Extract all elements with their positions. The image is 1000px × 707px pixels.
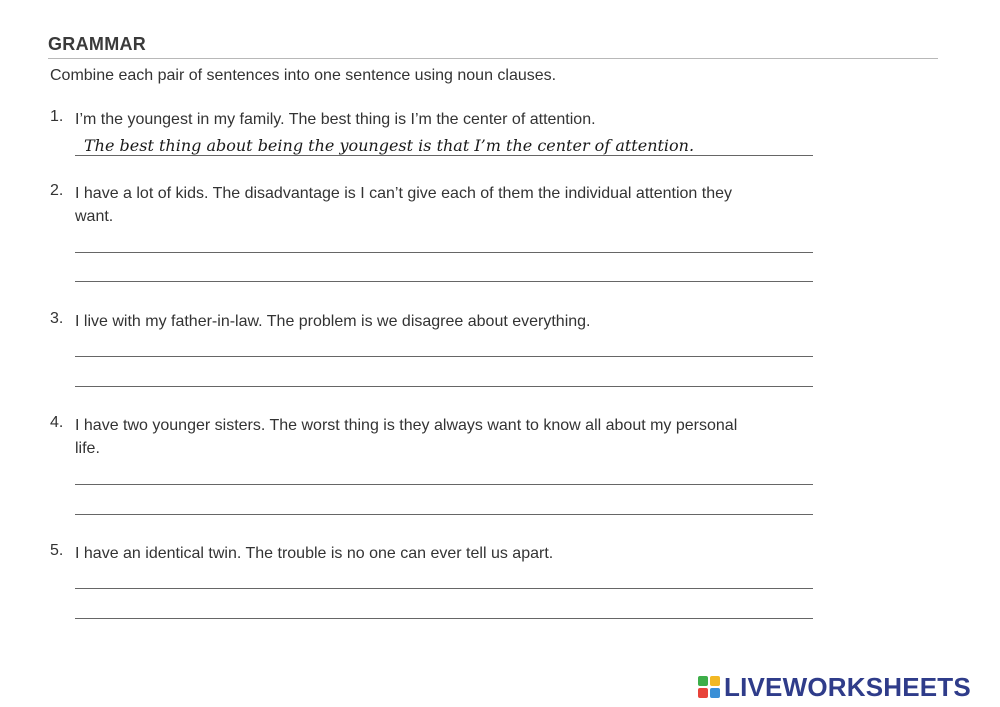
answer-field-5a[interactable] bbox=[75, 566, 813, 589]
answer-input[interactable] bbox=[75, 568, 825, 588]
item-number: 2. bbox=[50, 182, 64, 199]
answer-field-5b[interactable] bbox=[75, 596, 813, 619]
answer-input[interactable] bbox=[75, 598, 825, 618]
answer-field-3b[interactable] bbox=[75, 364, 813, 387]
item-number: 1. bbox=[50, 108, 64, 125]
item-prompt: I’m the youngest in my family. The best thing is I’m the center of attention. bbox=[75, 111, 596, 128]
answer-field-4b[interactable] bbox=[75, 492, 813, 515]
item-number: 3. bbox=[50, 310, 64, 327]
liveworksheets-logo bbox=[698, 672, 971, 702]
item-prompt: I live with my father-in-law. The problem is we disagree about everything. bbox=[75, 313, 591, 330]
item-number: 4. bbox=[50, 414, 64, 431]
answer-field-2b[interactable] bbox=[75, 259, 813, 282]
logo-mark-icon bbox=[698, 676, 720, 698]
item-prompt: I have an identical twin. The trouble is no one can ever tell us apart. bbox=[75, 545, 554, 562]
answer-input[interactable] bbox=[75, 232, 825, 252]
instructions: Combine each pair of sentences into one sentence using noun clauses. bbox=[50, 67, 557, 84]
answer-field-3a[interactable] bbox=[75, 334, 813, 357]
answer-line bbox=[75, 133, 813, 156]
item-prompt: I have two younger sisters. The worst thing is they always want to know all about my personal life. bbox=[75, 417, 738, 457]
example-answer: The best thing about being the youngest is that I’m the center of attention. bbox=[84, 136, 695, 155]
item-number: 5. bbox=[50, 542, 64, 559]
item-prompt: I have a lot of kids. The disadvantage is I can’t give each of them the individual attention they want. bbox=[75, 185, 732, 225]
answer-field-2a[interactable] bbox=[75, 230, 813, 253]
answer-input[interactable] bbox=[75, 366, 825, 386]
answer-input[interactable] bbox=[75, 261, 825, 281]
section-title: GRAMMAR bbox=[48, 34, 147, 54]
answer-input[interactable] bbox=[75, 464, 825, 484]
logo-text: LIVEWORKSHEETS bbox=[724, 671, 971, 702]
answer-input[interactable] bbox=[75, 494, 825, 514]
section-header bbox=[48, 34, 938, 59]
answer-input[interactable] bbox=[75, 336, 825, 356]
answer-field-4a[interactable] bbox=[75, 462, 813, 485]
